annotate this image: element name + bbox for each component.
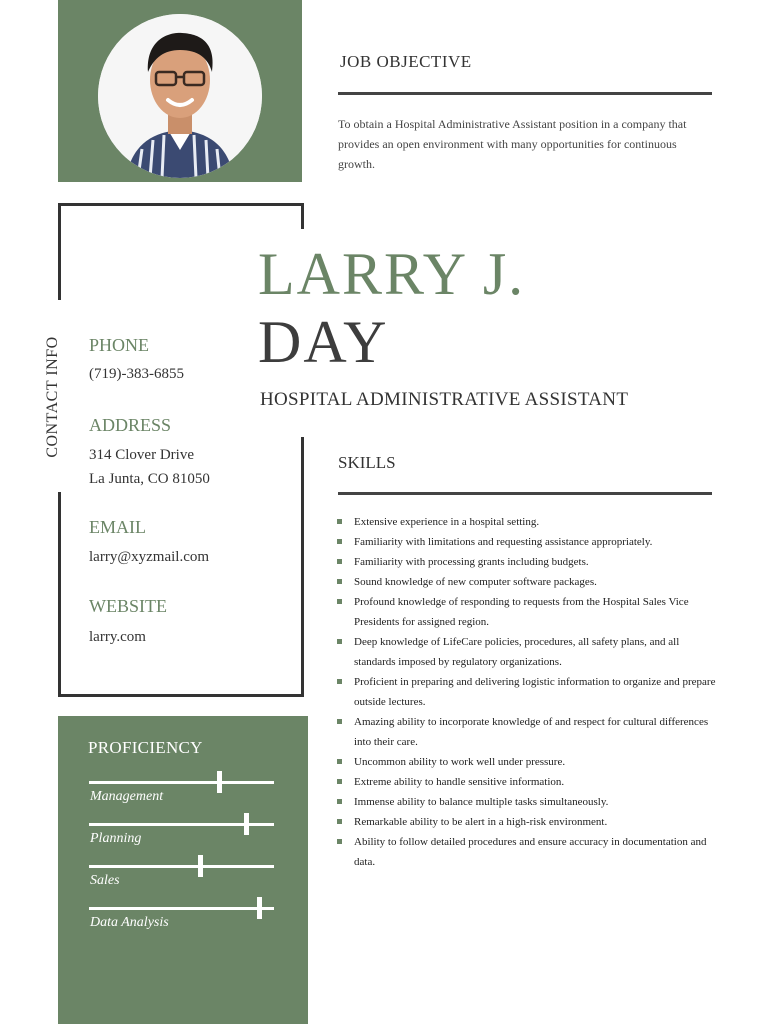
proficiency-level-marker	[198, 855, 203, 877]
square-bullet-icon	[337, 639, 342, 644]
skill-text: Deep knowledge of LifeCare policies, procedures, all safety plans, and all standards imposed by regulatory organizations.	[354, 636, 680, 668]
skill-text: Immense ability to balance multiple tasks simultaneously.	[354, 796, 609, 808]
skill-item	[336, 812, 716, 832]
skill-item	[336, 792, 716, 812]
skill-item	[336, 532, 716, 552]
skill-text: Sound knowledge of new computer software packages.	[354, 576, 597, 588]
person-portrait-icon	[98, 14, 262, 178]
phone-value: (719)-383-6855	[89, 366, 184, 382]
square-bullet-icon	[337, 839, 342, 844]
objective-text: To obtain a Hospital Administrative Assistant position in a company that provides an open environment with many opportunities for continuous growth.	[338, 117, 687, 171]
objective-heading: JOB OBJECTIVE	[340, 52, 472, 71]
contact-frame-right-upper	[301, 203, 304, 229]
name-last: DAY	[258, 309, 389, 375]
skill-item	[336, 772, 716, 792]
proficiency-track	[89, 907, 274, 910]
skill-item	[336, 512, 716, 532]
proficiency-label: Data Analysis	[90, 915, 169, 930]
square-bullet-icon	[337, 559, 342, 564]
skill-text: Extreme ability to handle sensitive information.	[354, 776, 565, 788]
proficiency-level-marker	[244, 813, 249, 835]
skill-text: Amazing ability to incorporate knowledge of and respect for cultural differences into their care.	[354, 716, 709, 748]
name-first: LARRY J.	[258, 241, 526, 307]
skill-text: Familiarity with limitations and requesting assistance appropriately.	[354, 536, 653, 548]
contact-frame-right-lower	[301, 437, 304, 697]
proficiency-track	[89, 865, 274, 868]
proficiency-label: Sales	[90, 873, 120, 888]
objective-divider	[338, 92, 712, 95]
profile-photo	[98, 14, 262, 178]
square-bullet-icon	[337, 599, 342, 604]
skill-item	[336, 572, 716, 592]
skill-item	[336, 832, 716, 872]
website-heading: WEBSITE	[89, 596, 167, 616]
proficiency-heading: PROFICIENCY	[88, 738, 203, 757]
square-bullet-icon	[337, 519, 342, 524]
proficiency-label: Management	[90, 789, 164, 804]
email-heading: EMAIL	[89, 517, 146, 537]
skills-divider	[338, 492, 712, 495]
contact-frame-left-upper	[58, 203, 61, 300]
contact-frame-bottom	[58, 694, 304, 697]
proficiency-track	[89, 781, 274, 784]
skills-list	[336, 512, 716, 872]
contact-frame-left-lower	[58, 492, 61, 697]
email-value: larry@xyzmail.com	[89, 549, 210, 565]
square-bullet-icon	[337, 539, 342, 544]
website-value: larry.com	[89, 629, 146, 645]
square-bullet-icon	[337, 779, 342, 784]
skill-item	[336, 632, 716, 672]
proficiency-level-marker	[257, 897, 262, 919]
address-line1: 314 Clover Drive	[89, 447, 194, 463]
square-bullet-icon	[337, 679, 342, 684]
address-line2: La Junta, CO 81050	[89, 471, 210, 487]
square-bullet-icon	[337, 719, 342, 724]
skill-item	[336, 552, 716, 572]
skill-text: Uncommon ability to work well under pressure.	[354, 756, 566, 768]
skill-text: Extensive experience in a hospital setting.	[354, 516, 540, 528]
contact-info-label: CONTACT INFO	[44, 336, 61, 458]
square-bullet-icon	[337, 819, 342, 824]
skill-item	[336, 672, 716, 712]
address-heading: ADDRESS	[89, 415, 172, 435]
skill-text: Ability to follow detailed procedures and ensure accuracy in documentation and data.	[354, 836, 707, 868]
phone-heading: PHONE	[89, 335, 150, 355]
job-title: HOSPITAL ADMINISTRATIVE ASSISTANT	[260, 389, 629, 410]
proficiency-label: Planning	[90, 831, 142, 846]
skill-text: Familiarity with processing grants including budgets.	[354, 556, 589, 568]
skill-item	[336, 752, 716, 772]
skill-item	[336, 712, 716, 752]
skill-text: Profound knowledge of responding to requests from the Hospital Sales Vice Presidents for assigned region.	[354, 596, 689, 628]
skill-text: Remarkable ability to be alert in a high-risk environment.	[354, 816, 608, 828]
square-bullet-icon	[337, 759, 342, 764]
square-bullet-icon	[337, 799, 342, 804]
proficiency-panel	[58, 716, 308, 1024]
skills-heading: SKILLS	[338, 453, 396, 472]
skill-text: Proficient in preparing and delivering logistic information to organize and prepare outside lectures.	[354, 676, 716, 708]
photo-panel	[58, 0, 302, 182]
square-bullet-icon	[337, 579, 342, 584]
contact-frame-top	[58, 203, 304, 206]
proficiency-level-marker	[217, 771, 222, 793]
skill-item	[336, 592, 716, 632]
